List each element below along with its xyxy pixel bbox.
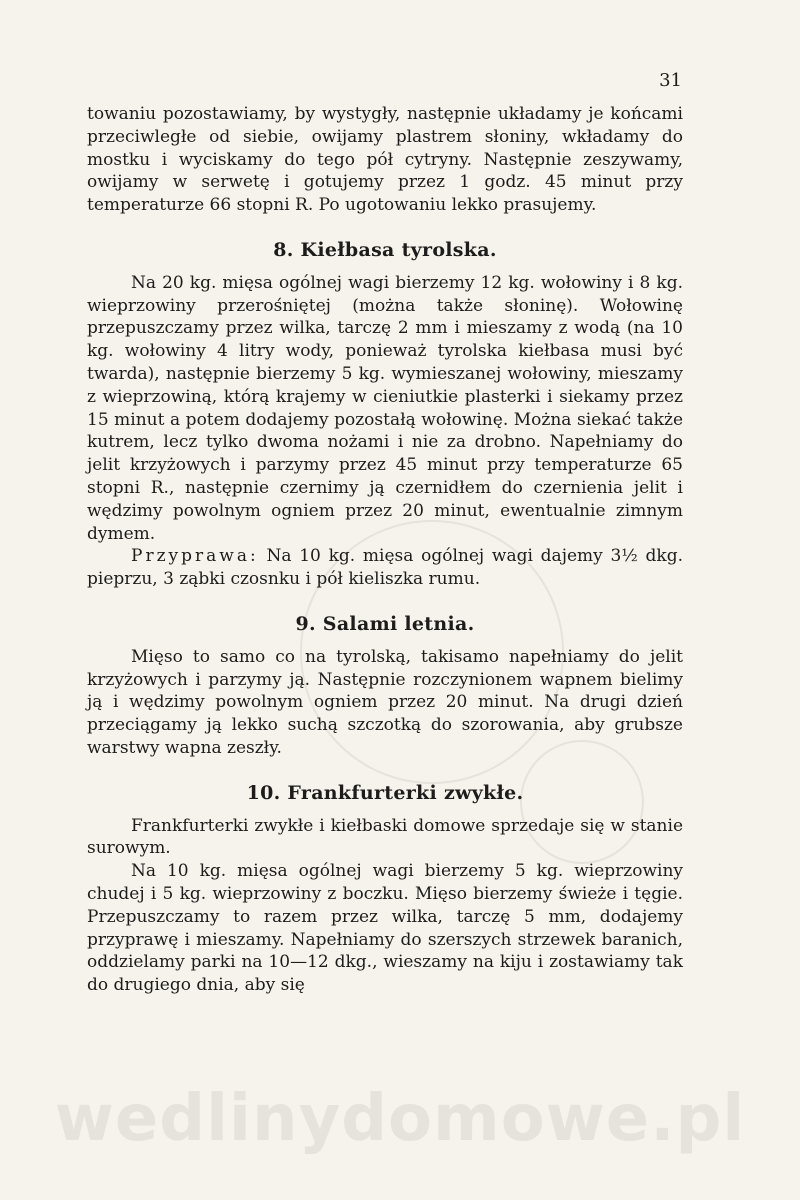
page-body (87, 103, 683, 997)
section-paragraph: Frankfurterki zwykłe i kiełbaski domowe sprzedaje się w stanie surowym. (87, 815, 683, 859)
watermark-text: wedlinydomowe.pl (54, 1082, 746, 1156)
seasoning-paragraph (87, 545, 683, 591)
seasoning-label: Przyprawa: (131, 546, 259, 567)
seasoning-text: Na 10 kg. mięsa ogólnej wagi dajemy 3½ dkg. pieprzu, 3 ząbki czosnku i pół kieliszka rumu. (87, 546, 683, 590)
section-paragraph: Mięso to samo co na tyrolską, takisamo napełniamy do jelit krzyżowych i parzymy ją. Następnie rozczynionem wapnem bielimy ją i wędzimy powolnym ogniem przez 20 minut. Na drugi dzień przeciągamy ją lekko suchą szczotką do szorowania, aby grubsze warstwy wapna zeszły. (87, 646, 683, 758)
page-number: 31 (659, 70, 682, 91)
section-paragraph: Na 20 kg. mięsa ogólnej wagi bierzemy 12 kg. wołowiny i 8 kg. wieprzowiny przerośniętej (można także słoninę). Wołowinę przepuszczamy przez wilka, tarczę 2 mm i mieszamy z wodą (na 10 kg. wołowiny 4 litry wody, ponieważ tyrolska kiełbasa musi być twarda), następnie bierzemy 5 kg. wymieszanej wołowiny, mieszamy z wieprzowiną, którą krajemy w cieniutkie plasterki i siekamy przez 15 minut a potem dodajemy pozostałą wołowinę. Można siekać także kutrem, lecz tylko dwoma nożami i nie za drobno. Napełniamy do jelit krzyżowych i parzymy przez 45 minut przy temperaturze 65 stopni R., następnie czernimy ją czernidłem do czernienia jelit i wędzimy powolnym ogniem przez 20 minut, ewentualnie zimnym dymem. (87, 272, 683, 544)
section-heading: 9. Salami letnia. (295, 612, 475, 635)
section-heading: 10. Frankfurterki zwykłe. (246, 781, 524, 804)
section-paragraph: Na 10 kg. mięsa ogólnej wagi bierzemy 5 kg. wieprzowiny chudej i 5 kg. wieprzowiny z boczku. Mięso bierzemy świeże i tęgie. Przepuszczamy to razem przez wilka, tarczę 5 mm, dodajemy przyprawę i mieszamy. Napełniamy do szerszych strzewek baranich, oddzielamy parki na 10—12 dkg., wieszamy na kiju i zostawiamy tak do drugiego dnia, aby się (87, 861, 683, 996)
intro-paragraph: towaniu pozostawiamy, by wystygły, następnie układamy je końcami przeciwległe od siebie, owijamy plastrem słoniny, wkładamy do mostku i wyciskamy do tego pół cytryny. Następnie zeszywamy, owijamy w serwetę i gotujemy przez 1 godz. 45 minut przy temperaturze 66 stopni R. Po ugotowaniu lekko prasujemy. (87, 104, 683, 216)
section-heading: 8. Kiełbasa tyrolska. (273, 238, 497, 261)
